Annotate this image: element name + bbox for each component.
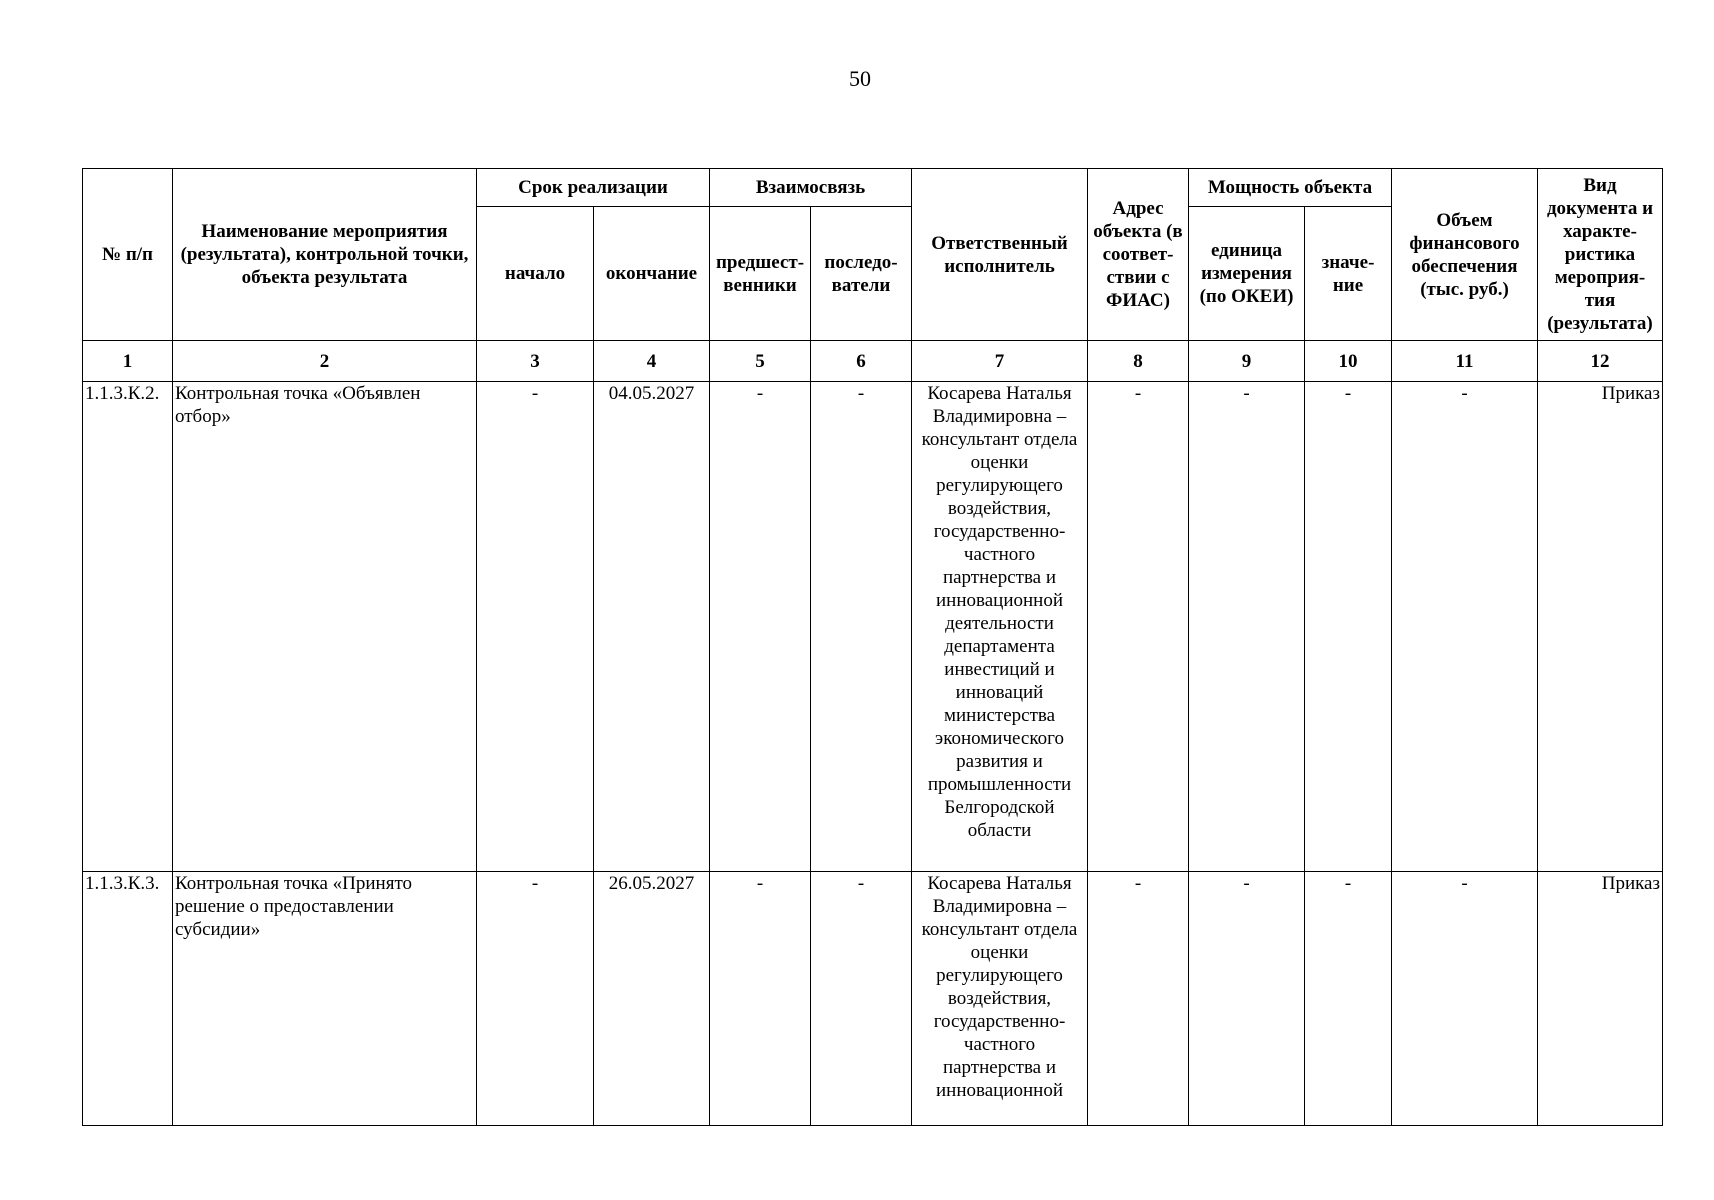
header-term-end: окончание [594,207,710,341]
row-number: 1.1.3.К.3. [83,872,173,1126]
header-rel-prev: предшест- венники [710,207,811,341]
row-finance: - [1392,872,1538,1126]
header-executor: Ответственный исполнитель [912,169,1088,341]
column-number: 6 [811,341,912,382]
column-number: 7 [912,341,1088,382]
row-start: - [477,382,594,872]
plan-table [82,168,1663,1126]
header-term-start: начало [477,207,594,341]
row-doc: Приказ [1538,872,1663,1126]
row-start: - [477,872,594,1126]
row-name: Контрольная точка «Принято решение о предоставлении субсидии» [173,872,477,1126]
column-number: 8 [1088,341,1189,382]
column-numbers-row [83,341,1663,382]
row-next: - [811,382,912,872]
column-number: 12 [1538,341,1663,382]
table-row [83,382,1663,872]
row-finance: - [1392,382,1538,872]
header-address: Адрес объекта (в соответ- ствии с ФИАС) [1088,169,1189,341]
row-unit: - [1189,382,1305,872]
row-prev: - [710,382,811,872]
row-end: 04.05.2027 [594,382,710,872]
column-number: 1 [83,341,173,382]
header-relation: Взаимосвязь [710,169,912,207]
header-name: Наименование мероприятия (результата), контрольной точки, объекта результата [173,169,477,341]
column-number: 3 [477,341,594,382]
row-value: - [1305,872,1392,1126]
header-cap-unit: единица измерения (по ОКЕИ) [1189,207,1305,341]
header-term: Срок реализации [477,169,710,207]
column-number: 11 [1392,341,1538,382]
table-row [83,872,1663,1126]
column-number: 4 [594,341,710,382]
row-name: Контрольная точка «Объявлен отбор» [173,382,477,872]
header-capacity: Мощность объекта [1189,169,1392,207]
column-number: 5 [710,341,811,382]
column-number: 10 [1305,341,1392,382]
column-number: 9 [1189,341,1305,382]
row-address: - [1088,382,1189,872]
row-next: - [811,872,912,1126]
header-rel-next: последо- ватели [811,207,912,341]
row-value: - [1305,382,1392,872]
row-end: 26.05.2027 [594,872,710,1126]
row-number: 1.1.3.К.2. [83,382,173,872]
header-num: № п/п [83,169,173,341]
row-prev: - [710,872,811,1126]
header-finance: Объем финансового обеспечения (тыс. руб.) [1392,169,1538,341]
row-executor: Косарева Наталья Владимировна – консультант отдела оценки регулирующего воздействия, государственно-частного партнерства и инновационной [912,872,1088,1126]
header-doc-type: Вид документа и характе- ристика мероприя- тия (результата) [1538,169,1663,341]
row-doc: Приказ [1538,382,1663,872]
page-number: 50 [849,66,871,91]
row-executor: Косарева Наталья Владимировна – консультант отдела оценки регулирующего воздействия, государственно-частного партнерства и инновационной деятельности департамента инвестиций и инноваций министерства экономического развития и промышленности Белгородской области [912,382,1088,872]
row-unit: - [1189,872,1305,1126]
column-number: 2 [173,341,477,382]
header-cap-value: значе- ние [1305,207,1392,341]
row-address: - [1088,872,1189,1126]
